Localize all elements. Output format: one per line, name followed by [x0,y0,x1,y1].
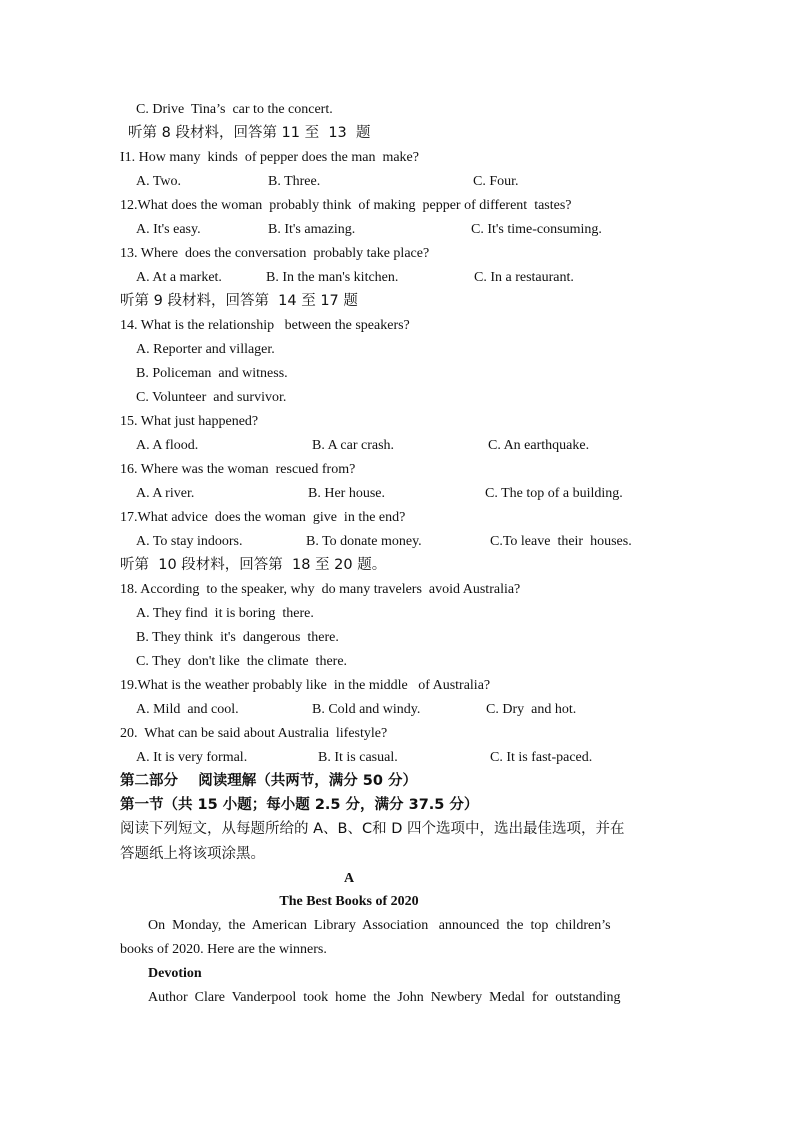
option-a: A. They find it is boring there. [136,606,314,621]
option-b: B. It is casual. [318,750,398,765]
option-c: C. The top of a building. [485,486,623,501]
passage-letter: A [343,871,355,886]
option-c: C. It's time-consuming. [471,222,602,237]
instructions-line: 阅读下列短文，从每题所给的 A、B、C和 D 四个选项中，选出最佳选项，并在 [120,821,625,837]
paragraph-line: Author Clare Vanderpool took home the John Newbery Medal for outstanding [148,990,621,1005]
question-14: 14. What is the relationship between the speakers? [120,318,410,333]
section-heading: 听第 9 段材料，回答第 14 至 17 题 [120,293,358,309]
passage-title: The Best Books of 2020 [279,894,419,909]
option-b: B. Policeman and witness. [136,366,288,381]
part-heading: 第二部分 阅读理解（共两节，满分 50 分） [120,773,417,789]
option-b: B. Her house. [308,486,385,501]
option-a: A. Mild and cool. [136,702,239,717]
option-a: A. A river. [136,486,195,501]
option-b: B. Cold and windy. [312,702,421,717]
option-b: B. In the man's kitchen. [266,270,399,285]
option-c: C. In a restaurant. [474,270,574,285]
question-18: 18. According to the speaker, why do many travelers avoid Australia? [120,582,521,597]
question-17: 17.What advice does the woman give in the end? [120,510,406,525]
question-12: 12.What does the woman probably think of making pepper of different tastes? [120,198,572,213]
option-a: A. A flood. [136,438,199,453]
option-a: A. Reporter and villager. [136,342,275,357]
question-19: 19.What is the weather probably like in the middle of Australia? [120,678,491,693]
question-16: 16. Where was the woman rescued from? [120,462,356,477]
question-15: 15. What just happened? [120,414,259,429]
option-c: C. Dry and hot. [486,702,577,717]
paragraph-line: books of 2020. Here are the winners. [120,942,327,957]
option-line: C. Drive Tina’s car to the concert. [136,102,333,117]
section-heading: 第一节（共 15 小题；每小题 2.5 分，满分 37.5 分） [120,797,479,813]
section-heading: 听第 10 段材料，回答第 18 至 20 题。 [120,557,387,573]
paragraph-line: On Monday, the American Library Association announced the top children’s [148,918,611,933]
option-a: A. Two. [136,174,182,189]
question-11: I1. How many kinds of pepper does the man make? [120,150,419,165]
option-c: C. They don't like the climate there. [136,654,348,669]
section-heading: 听第 8 段材料，回答第 11 至 13 题 [128,125,371,141]
subheading: Devotion [148,966,202,981]
option-b: B. It's amazing. [268,222,356,237]
question-20: 20. What can be said about Australia lifestyle? [120,726,388,741]
question-13: 13. Where does the conversation probably take place? [120,246,430,261]
option-b: B. A car crash. [312,438,395,453]
instructions-line: 答题纸上将该项涂黑。 [120,846,265,862]
option-b: B. They think it's dangerous there. [136,630,339,645]
option-c: C. It is fast-paced. [490,750,593,765]
option-a: A. It is very formal. [136,750,248,765]
option-b: B. Three. [268,174,321,189]
option-a: A. To stay indoors. [136,534,243,549]
option-b: B. To donate money. [306,534,422,549]
option-a: A. It's easy. [136,222,201,237]
option-a: A. At a market. [136,270,222,285]
option-c: C.To leave their houses. [490,534,632,549]
option-c: C. Volunteer and survivor. [136,390,287,405]
option-c: C. Four. [473,174,519,189]
option-c: C. An earthquake. [488,438,590,453]
